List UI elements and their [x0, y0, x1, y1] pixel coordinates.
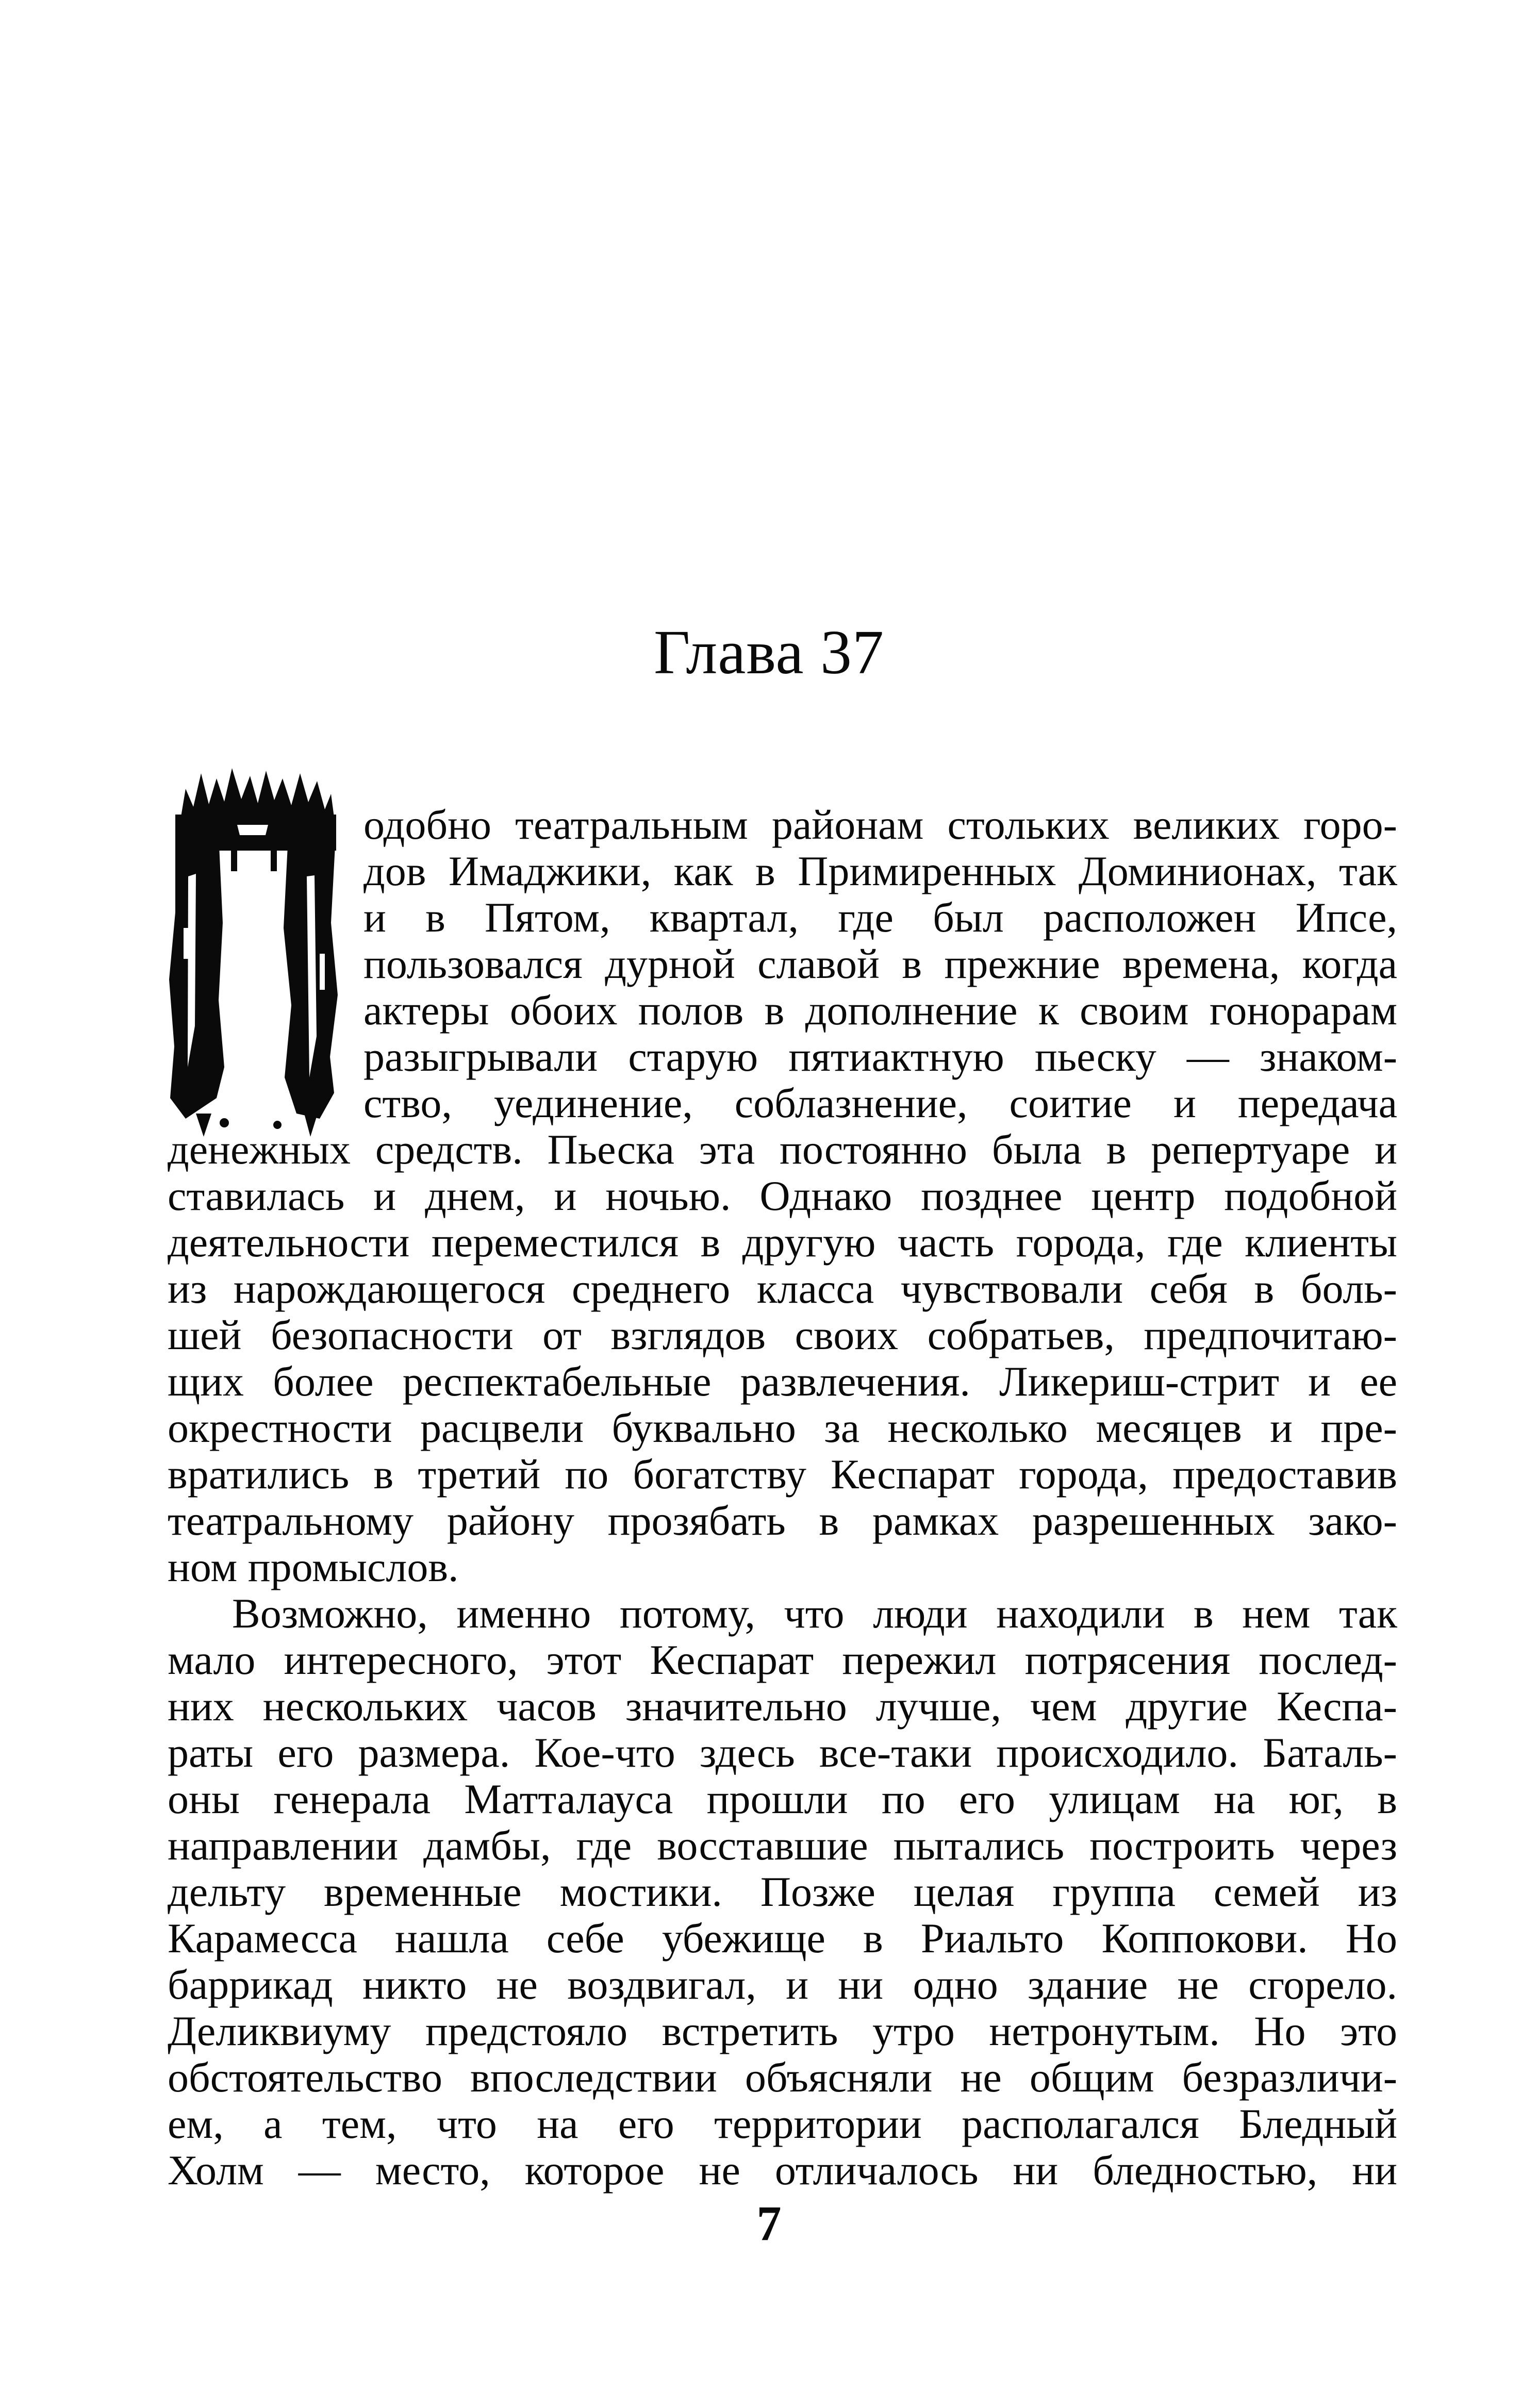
text-line: окрестности расцвели буквально за несколько месяцев и пре- — [168, 1404, 1397, 1451]
text-line: раты его размера. Кое-что здесь все-таки происходило. Баталь- — [168, 1729, 1397, 1776]
page-number: 7 — [756, 2196, 782, 2251]
body-text — [168, 802, 1397, 2194]
text-line: оны генерала Матталауса прошли по его улицам на юг, в — [168, 1775, 1397, 1822]
text-line: шей безопасности от взглядов своих собратьев, предпочитаю- — [168, 1311, 1397, 1358]
text-line: ставилась и днем, и ночью. Однако позднее центр подобной — [168, 1172, 1397, 1219]
text-line: ем, а тем, что на его территории располагался Бледный — [168, 2100, 1397, 2147]
text-line: баррикад никто не воздвигал, и ни одно здание не сгорело. — [168, 1961, 1397, 2008]
text-line: ном промыслов. — [168, 1543, 459, 1590]
text-line: них нескольких часов значительно лучше, чем другие Кеспа- — [168, 1683, 1397, 1730]
text-line: обстоятельство впоследствии объясняли не общим безразличи- — [168, 2054, 1397, 2101]
text-line: разыгрывали старую пятиактную пьеску — знаком- — [363, 1033, 1397, 1080]
text-line: ство, уединение, соблазнение, соитие и передача — [363, 1080, 1397, 1126]
text-line: Холм — место, которое не отличалось ни бледностью, ни — [168, 2147, 1397, 2194]
text-line: актеры обоих полов в дополнение к своим гонорарам — [363, 987, 1397, 1034]
text-line: из нарождающегося среднего класса чувствовали себя в боль- — [168, 1265, 1397, 1312]
paragraph — [168, 1590, 1397, 2194]
text-line: дов Имаджики, как в Примиренных Доминионах, так — [363, 848, 1397, 894]
paragraph — [168, 802, 1397, 1590]
text-line: щих более респектабельные развлечения. Ликериш-стрит и ее — [168, 1358, 1397, 1405]
text-line: вратились в третий по богатству Кеспарат города, предоставив — [168, 1451, 1397, 1498]
text-line: и в Пятом, квартал, где был расположен Ипсе, — [363, 894, 1397, 941]
text-line: направлении дамбы, где восставшие пытались построить через — [168, 1822, 1397, 1869]
text-line: одобно театральным районам стольких великих горо- — [363, 801, 1397, 848]
text-line: театральному району прозябать в рамках разрешенных зако- — [168, 1497, 1397, 1544]
text-line: Возможно, именно потому, что люди находили в нем так — [232, 1590, 1397, 1637]
chapter-title: Глава 37 — [653, 618, 885, 687]
text-line: Деликвиуму предстояло встретить утро нетронутым. Но это — [168, 2007, 1397, 2054]
text-line: деятельности переместился в другую часть города, где клиенты — [168, 1219, 1397, 1266]
text-line: мало интересного, этот Кеспарат пережил потрясения послед- — [168, 1636, 1397, 1683]
text-line: Карамесса нашла себе убежище в Риальто Коппокови. Но — [168, 1915, 1397, 1962]
text-line: пользовался дурной славой в прежние времена, когда — [363, 940, 1397, 987]
text-line: дельту временные мостики. Позже целая группа семей из — [168, 1868, 1397, 1915]
text-line: денежных средств. Пьеска эта постоянно была в репертуаре и — [168, 1126, 1397, 1173]
